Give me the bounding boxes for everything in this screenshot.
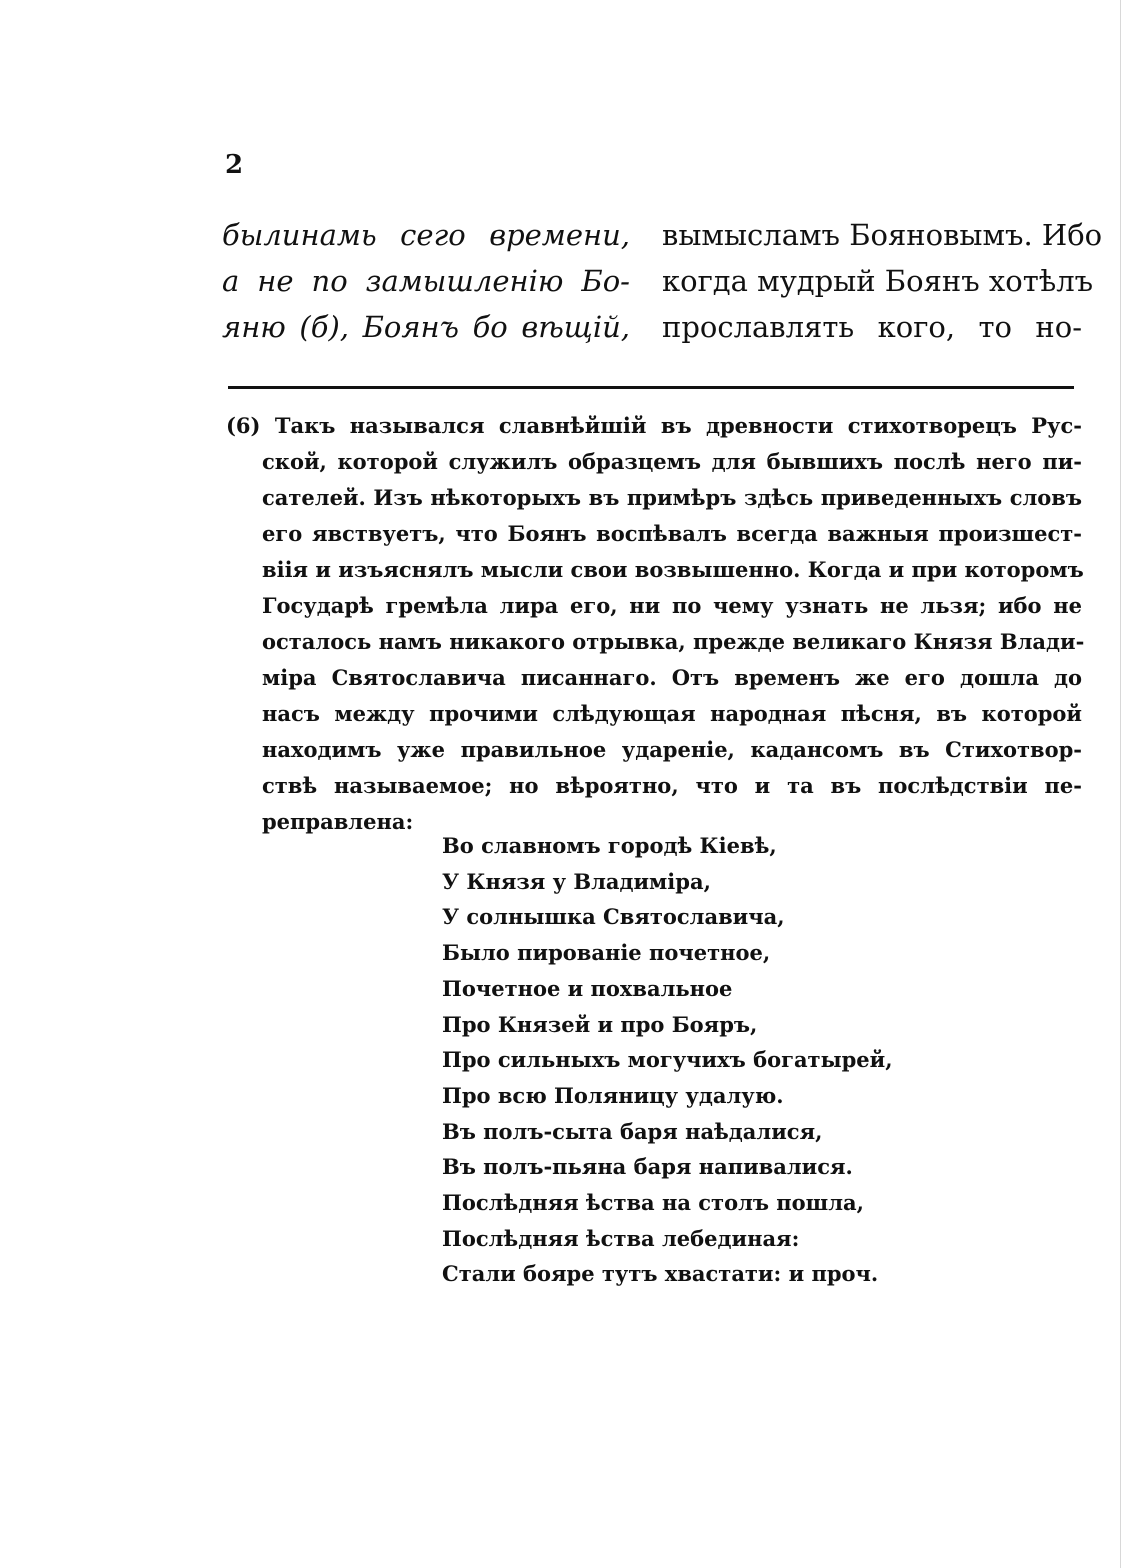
footnote-line: сателей. Изъ нѣкоторыхъ въ примѣръ здѣсь приведенныхъ словъ: [262, 485, 1082, 510]
poem-line: Стали бояре тутъ хвастати: и проч.: [442, 1261, 879, 1287]
poem-line: Въ полъ-пьяна баря напивалися.: [442, 1154, 853, 1180]
main-text-line: а не по замышленію Бо-: [222, 264, 630, 298]
footnote-line: находимъ уже правильное удареніе, кадансомъ въ Стихотвор-: [262, 737, 1082, 762]
poem-line: Про сильныхъ могучихъ богатырей,: [442, 1047, 893, 1073]
page-number: 2: [225, 150, 244, 180]
footnote-line: осталось намъ никакого отрывка, прежде великаго Князя Влади-: [262, 629, 1085, 654]
main-text-right-column: [662, 212, 1103, 350]
footnote-line: віія и изъяснялъ мысли свои возвышенно. Когда и при которомъ: [262, 557, 1084, 582]
poem-line: Почетное и похвальное: [442, 975, 733, 1001]
main-text-line: когда мудрый Боянъ хотѣлъ: [662, 264, 1094, 298]
poem-quotation: [442, 828, 1002, 1292]
main-text-line: былинамь сего времени,: [222, 218, 630, 252]
poem-line: У солнышка Святославича,: [442, 904, 785, 930]
footnote-line: (6) Такъ назывался славнѣйшій въ древности стихотворецъ Рус-: [226, 413, 1082, 438]
page-edge-line: [1120, 0, 1121, 1568]
footnote-line: его явствуетъ, что Боянъ воспѣвалъ всегда важныя произшест-: [262, 521, 1082, 546]
footnote-line: ствѣ называемое; но вѣроятно, что и та въ послѣдствіи пе-: [262, 773, 1082, 798]
footnote-line: ской, которой служилъ образцемъ для бывшихъ послѣ него пи-: [262, 449, 1082, 474]
footnote-line: міра Святославича писаннаго. Отъ временъ же его дошла до: [262, 665, 1082, 690]
footnote-line: реправлена:: [262, 809, 414, 834]
poem-line: Про всю Поляницу удалую.: [442, 1082, 784, 1108]
footnote-line: Государѣ гремѣла лира его, ни по чему узнать не льзя; ибо не: [262, 593, 1082, 618]
poem-line: У Князя у Владиміра,: [442, 868, 711, 894]
main-text-left-column: [222, 212, 630, 350]
footnote: [226, 408, 1085, 840]
poem-line: Было пированіе почетное,: [442, 940, 771, 966]
main-text-line: вымысламъ Бояновымъ. Ибо: [662, 218, 1103, 252]
footnote-line: насъ между прочими слѣдующая народная пѣсня, въ которой: [262, 701, 1082, 726]
main-text-line: прославлять кого, то но-: [662, 310, 1082, 344]
poem-line: Послѣдняя ѣства лебединая:: [442, 1225, 800, 1251]
poem-line: Во славномъ городѣ Кіевѣ,: [442, 833, 777, 858]
footnote-separator-rule: [228, 386, 1074, 389]
poem-line: Въ полъ-сыта баря наѣдалися,: [442, 1118, 823, 1144]
main-text-line: яню (б), Боянъ бо вѣщій,: [222, 310, 630, 344]
poem-line: Послѣдняя ѣства на столъ пошла,: [442, 1190, 864, 1216]
poem-line: Про Князей и про Бояръ,: [442, 1011, 758, 1037]
